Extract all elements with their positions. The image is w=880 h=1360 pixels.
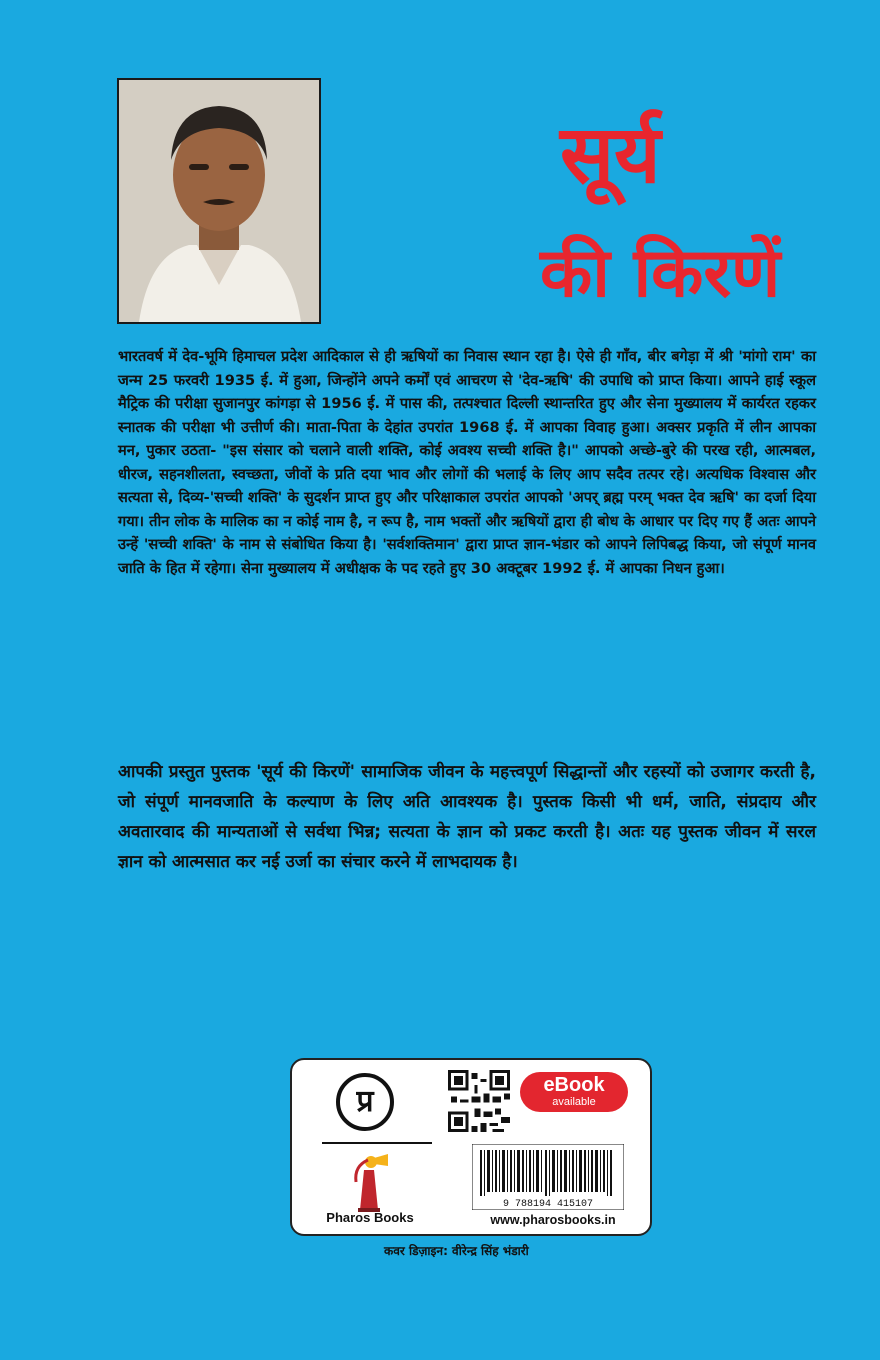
logo-divider xyxy=(322,1142,432,1144)
book-description: आपकी प्रस्तुत पुस्तक 'सूर्य की किरणें' सामाजिक जीवन के महत्त्वपूर्ण सिद्धान्तों और रहस्यों को उजागर करती है, जो संपूर्ण मानवजाति के कल्याण के लिए अति आवश्यक है। पुस्तक किसी भी धर्म, जाति, संप्रदाय और अवतारवाद की मान्यताओं से सर्वथा भिन्न; सत्यता के ज्ञान को प्रकट करती है। अतः यह पुस्तक जीवन में सरल ज्ञान को आत्मसात कर नई उर्जा का संचार करने में लाभदायक है। xyxy=(118,762,816,872)
ebook-badge-sub: available xyxy=(552,1096,596,1108)
barcode xyxy=(472,1144,624,1210)
publisher-panel xyxy=(290,1058,652,1236)
book-title-line2: की किरणें xyxy=(540,234,781,313)
cover-design-credit: कवर डिज़ाइन: वीरेन्द्र सिंह भंडारी xyxy=(384,1244,529,1258)
author-bio: भारतवर्ष में देव-भूमि हिमाचल प्रदेश आदिकाल से ही ऋषियों का निवास स्थान रहा है। ऐसे ही गाँव, बीर बगेड़ा में श्री 'मांगो राम' का जन्म 25 फरवरी 1935 ई. में हुआ, जिन्होंने अपने कर्मों एवं आचरण से 'देव-ऋषि' की उपाधि को प्राप्त किया। आपने हाई स्कूल मैट्रिक की परीक्षा सुजानपुर कांगड़ा से 1956 ई. में पास की, तत्पश्चात दिल्ली स्थान्तरित हुए और सेना मुख्यालय में कार्यरत रहकर स्नातक की परीक्षा भी उत्तीर्ण की। माता-पिता के देहांत उपरांत 1968 ई. में आपका विवाह हुआ। अक्सर प्रकृति में लीन आपका मन, पुकार उठता- "इस संसार को चलाने वाली शक्ति, कोई अवश्य सच्ची शक्ति है।" आपको अच्छे-बुरे की परख रही, आत्मबल, धीरज, सहनशीलता, स्वच्छता, जीवों के प्रति दया भाव और लोगों की भलाई के लिए आप सदैव तत्पर रहे। अत्यधिक विश्वास और सत्यता से, दिव्य-'सच्ची शक्ति' के सुदर्शन प्राप्त हुए और परिक्षाकाल उपरांत आपको 'अपर् ब्रह्म परम् भक्त देव ऋषि' का दर्जा दिया गया। तीन लोक के मालिक का न कोई नाम है, न रूप है, नाम भक्तों और ऋषियों द्वारा ही बोध के आधार पर दिए गए हैं अतः आपने उन्हें 'सच्ची शक्ति' के नाम से संबोधित किया है। 'सर्वशक्तिमान' द्वारा प्राप्त ज्ञान-भंडार को आपने लिपिबद्ध किया, जो संपूर्ण मानव जाति के हित में रहेगा। सेना मुख्यालय में अधीक्षक के पद रहते हुए 30 अक्टूबर 1992 ई. में आपका निधन हुआ। xyxy=(118,348,816,577)
lighthouse-icon xyxy=(344,1152,394,1212)
publisher-website: www.pharosbooks.in xyxy=(490,1213,616,1227)
isbn-number: 9 788194 415107 xyxy=(502,1199,594,1210)
publisher-name: Pharos Books xyxy=(326,1210,414,1225)
publisher-logo: प्र xyxy=(336,1073,394,1131)
author-photo xyxy=(117,78,321,324)
qr-code-icon xyxy=(448,1070,510,1132)
barcode-bars-icon xyxy=(480,1150,612,1196)
ebook-badge-label: eBook xyxy=(543,1074,605,1096)
book-title-line1: सूर्य xyxy=(560,108,661,201)
author-portrait-icon xyxy=(119,80,319,322)
ebook-badge xyxy=(520,1072,628,1112)
